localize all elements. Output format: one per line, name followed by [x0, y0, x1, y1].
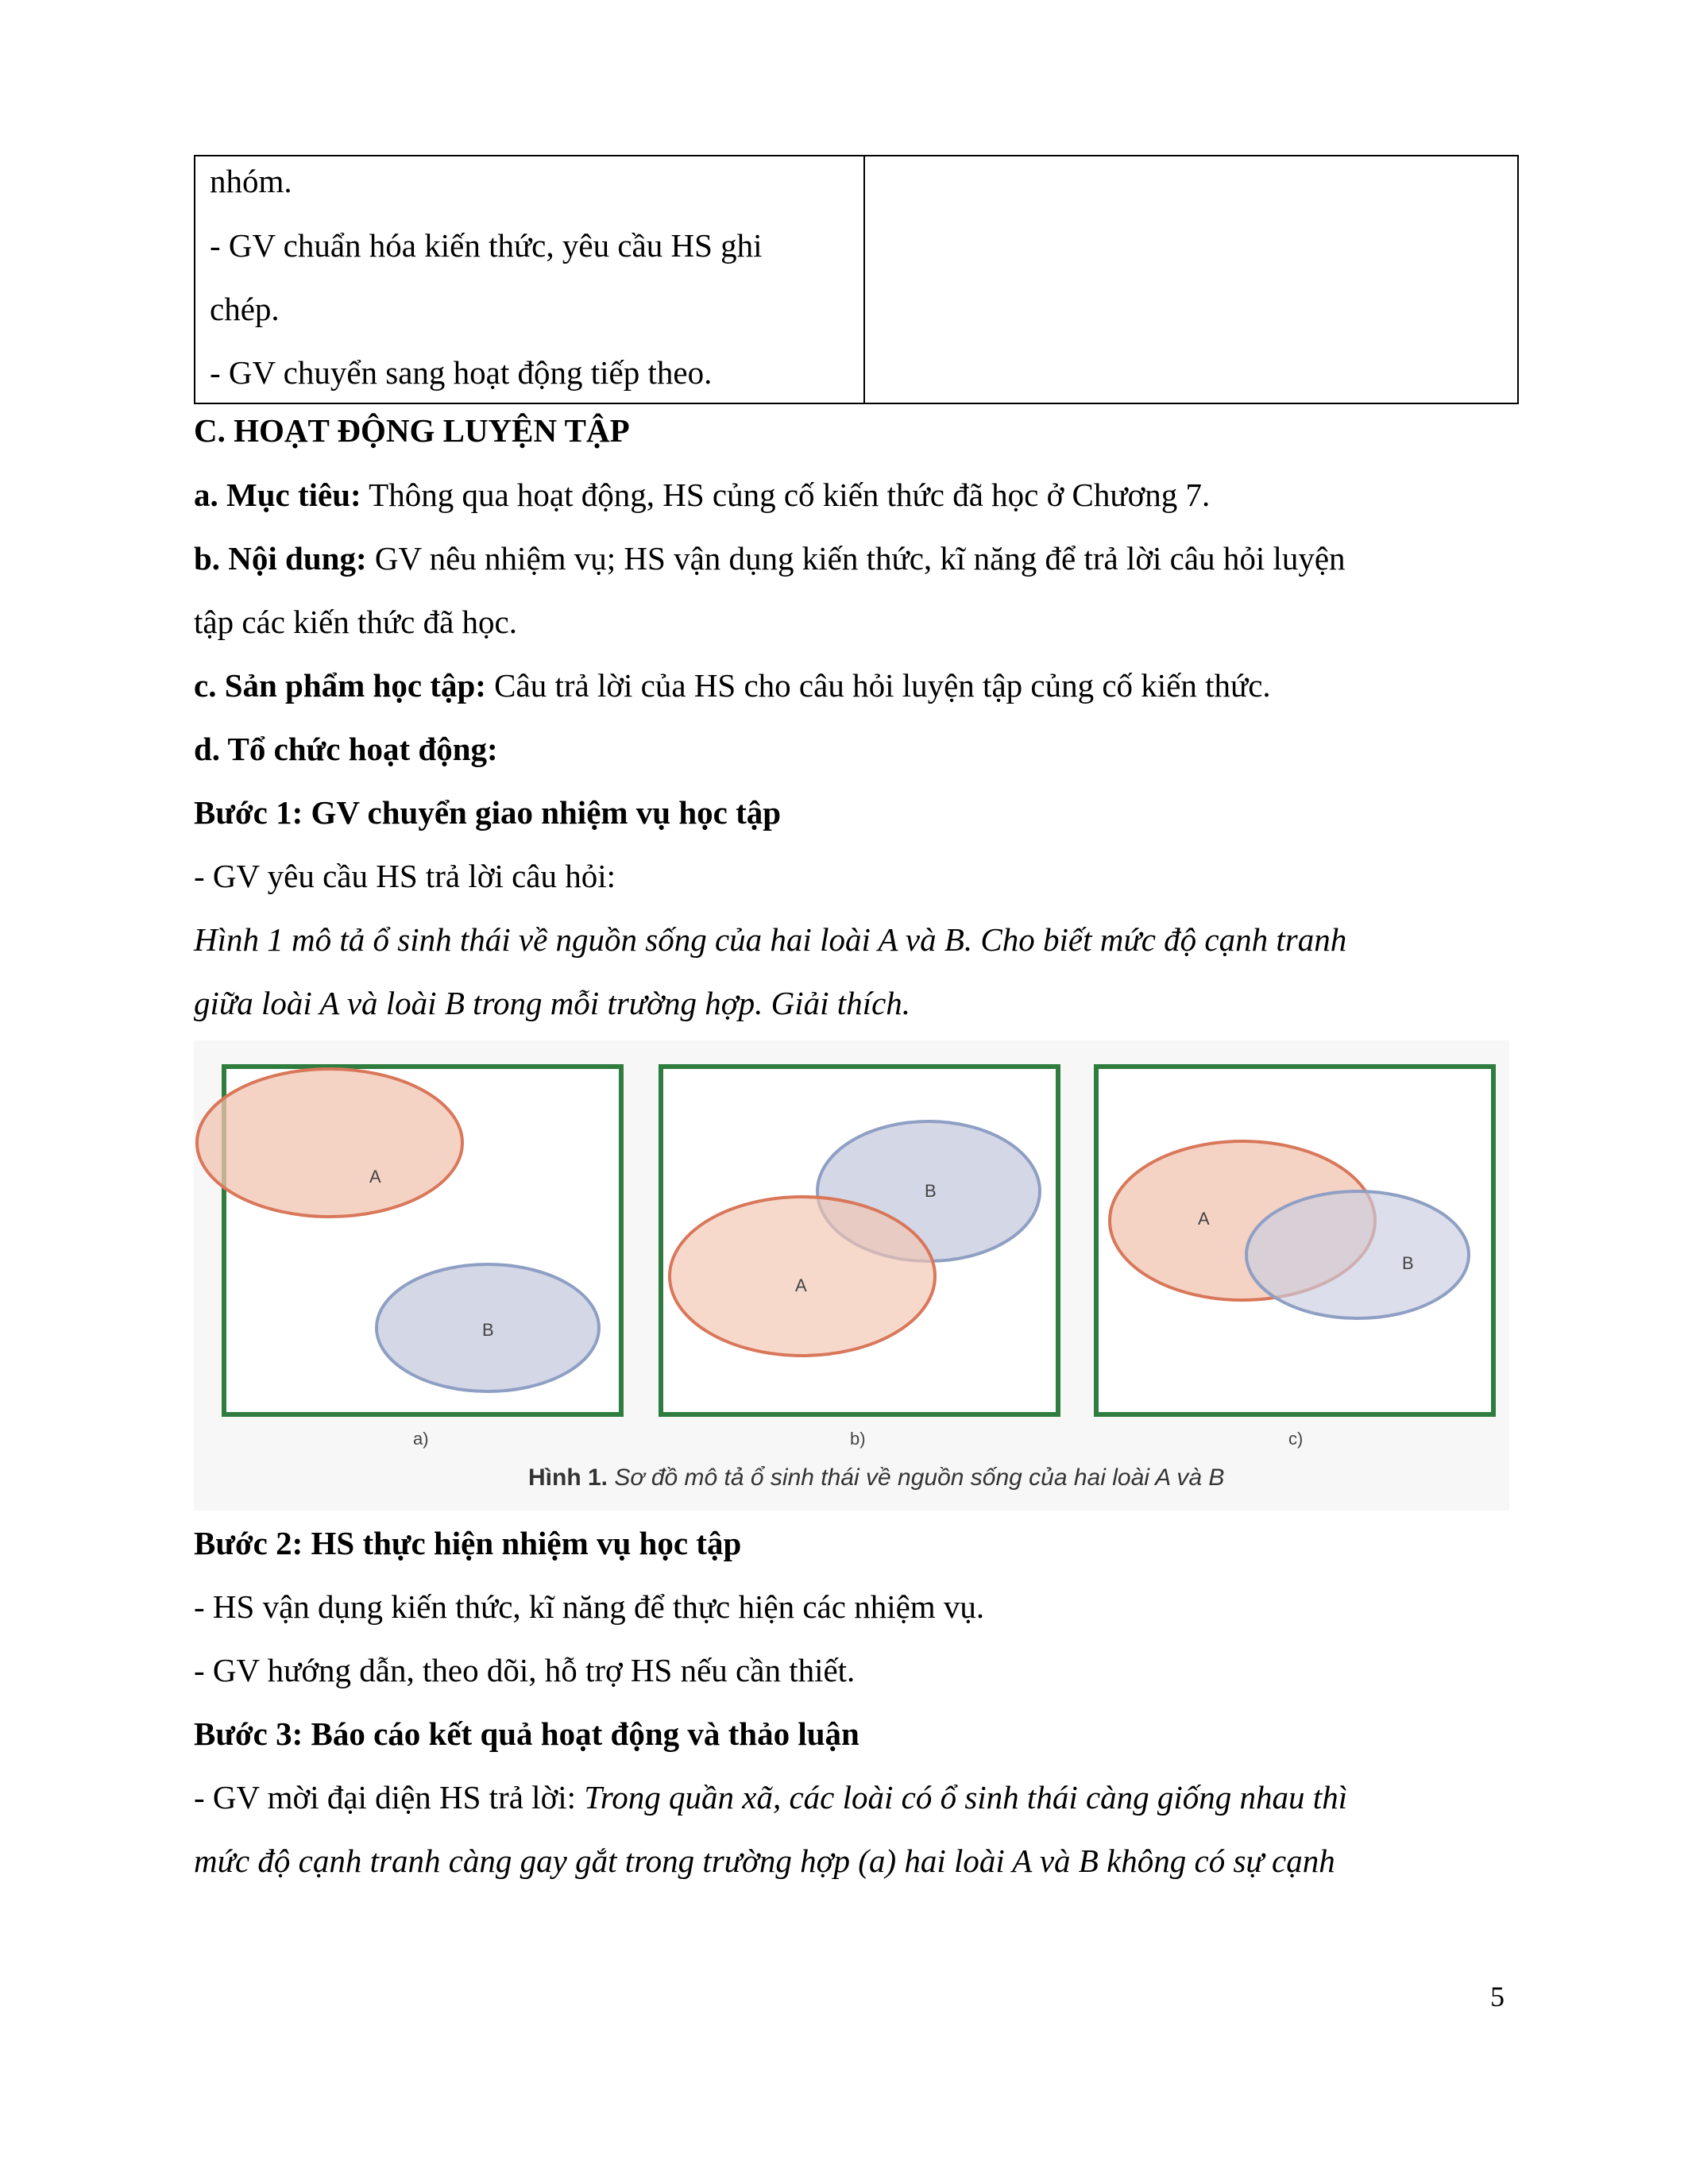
species-a-ellipse: [197, 1069, 462, 1217]
to-chuc-heading: d. Tổ chức hoạt động:: [194, 731, 498, 767]
step3-prefix: - GV mời đại diện HS trả lời:: [194, 1779, 585, 1815]
species-b-label: B: [925, 1181, 937, 1201]
section-heading: C. HOẠT ĐỘNG LUYỆN TẬP: [194, 412, 630, 449]
muc-tieu-text: Thông qua hoạt động, HS củng cố kiến thức đã học ở Chương 7.: [361, 477, 1211, 513]
san-pham-label: c. Sản phẩm học tập:: [194, 667, 486, 704]
san-pham-text: Câu trả lời của HS cho câu hỏi luyện tập củng cố kiến thức.: [485, 667, 1271, 704]
noi-dung-label: b. Nội dung:: [194, 540, 367, 577]
activity-table: [194, 155, 1519, 404]
step3-answer: Trong quần xã, các loài có ổ sinh thái càng giống nhau thì: [584, 1779, 1348, 1815]
step3-line: [194, 1778, 1347, 1816]
step3-answer-line-2: mức độ cạnh tranh càng gay gắt trong trường hợp (a) hai loài A và B không có sự cạnh: [194, 1843, 1335, 1879]
muc-tieu-label: a. Mục tiêu:: [194, 477, 361, 513]
san-pham-line: [194, 666, 1271, 704]
noi-dung-line: [194, 539, 1346, 577]
step3-heading: Bước 3: Báo cáo kết quả hoạt động và thảo luận: [194, 1715, 859, 1752]
step2-line: - HS vận dụng kiến thức, kĩ năng để thực hiện các nhiệm vụ.: [194, 1588, 985, 1625]
caption-text: Sơ đồ mô tả ổ sinh thái về nguồn sống của hai loài A và B: [608, 1464, 1225, 1491]
species-a-label: A: [795, 1275, 807, 1295]
step2-heading: Bước 2: HS thực hiện nhiệm vụ học tập: [194, 1525, 742, 1561]
species-b-label: B: [1402, 1253, 1414, 1273]
caption-title: Hình 1.: [528, 1464, 608, 1491]
table-line: nhóm.: [210, 163, 292, 199]
species-b-ellipse: [1246, 1191, 1469, 1318]
panel-label: a): [413, 1429, 429, 1449]
species-a-label: A: [369, 1167, 381, 1187]
table-line: chép.: [210, 291, 280, 327]
muc-tieu-line: [194, 476, 1210, 514]
panel-a: [197, 1067, 621, 1414]
noi-dung-line-2: tập các kiến thức đã học.: [194, 604, 517, 640]
step1-heading: Bước 1: GV chuyển giao nhiệm vụ học tập: [194, 794, 782, 831]
step1-line: - GV yêu cầu HS trả lời câu hỏi:: [194, 858, 616, 894]
panel-label: c): [1288, 1429, 1304, 1449]
table-line: - GV chuyển sang hoạt động tiếp theo.: [210, 354, 713, 391]
question-line: Hình 1 mô tả ổ sinh thái về nguồn sống của hai loài A và B. Cho biết mức độ cạnh tranh: [194, 921, 1347, 958]
panel-b: [661, 1067, 1058, 1414]
question-line-2: giữa loài A và loài B trong mỗi trường hợp. Giải thích.: [194, 985, 911, 1021]
page-number: 5: [1490, 1981, 1505, 2012]
niche-figure: [194, 1040, 1509, 1511]
table-left-cell: [195, 156, 865, 403]
panel-label: b): [850, 1429, 866, 1449]
species-a-label: A: [1198, 1209, 1210, 1229]
panel-c: [1096, 1067, 1493, 1414]
step2-line-2: - GV hướng dẫn, theo dõi, hỗ trợ HS nếu cần thiết.: [194, 1652, 856, 1688]
noi-dung-text: GV nêu nhiệm vụ; HS vận dụng kiến thức, kĩ năng để trả lời câu hỏi luyện: [366, 540, 1346, 577]
species-b-label: B: [482, 1320, 494, 1340]
table-line: - GV chuẩn hóa kiến thức, yêu cầu HS ghi: [210, 227, 763, 264]
figure-caption: [528, 1464, 1224, 1491]
